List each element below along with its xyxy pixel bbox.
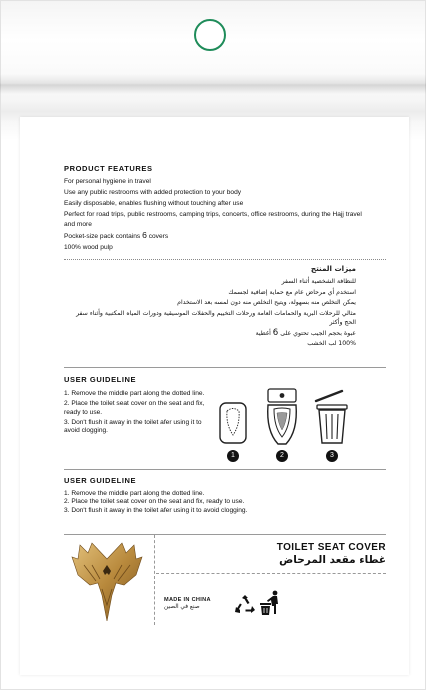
feature-item: Use any public restrooms with added protection to your body — [64, 188, 242, 196]
vertical-divider — [154, 535, 155, 625]
guideline-step: 1. Remove the middle part along the dotted line. — [64, 490, 205, 497]
product-features-arabic — [64, 264, 356, 350]
seat-cover-icon — [220, 403, 246, 443]
made-in-arabic: صنع في الصين — [164, 604, 200, 610]
feature-pack — [64, 231, 364, 242]
guideline-heading: USER GUIDELINE — [64, 375, 137, 384]
pack-unit: covers — [148, 232, 169, 240]
eagle-logo — [70, 535, 145, 625]
pack-count: 6 — [142, 229, 147, 240]
hang-hole — [194, 19, 226, 51]
step-number-2: 2 — [276, 450, 288, 462]
trash-bin-icon — [316, 391, 347, 443]
label-content — [64, 117, 386, 675]
feature-item-ar: يمكن التخلص منه بسهولة، ويتيح التخلص منه دون لمسه بعد الاستخدام — [177, 299, 356, 307]
usage-illustrations — [216, 387, 352, 467]
step-number-3: 3 — [326, 450, 338, 462]
guideline-heading: USER GUIDELINE — [64, 476, 137, 485]
dispose-in-bin-icon — [258, 590, 280, 616]
pack-count-ar: 6 — [272, 327, 279, 338]
features-heading-ar: ميزات المنتج — [310, 264, 356, 273]
title-arabic: غطاء مقعد المرحاض — [279, 554, 386, 566]
title-english: TOILET SEAT COVER — [276, 542, 386, 553]
feature-item-ar: استخدم أي مرحاض عام مع حماية إضافية لجسمك — [228, 288, 356, 296]
guideline-step: 2. Place the toilet seat cover on the seat and fix, ready to use. — [64, 400, 205, 416]
user-guideline-1 — [64, 375, 214, 437]
features-heading: PRODUCT FEATURES — [64, 164, 153, 173]
product-features — [64, 164, 364, 254]
feature-material: 100% wood pulp — [64, 243, 113, 251]
product-title — [277, 542, 386, 566]
made-in-english: MADE IN CHINA — [164, 597, 211, 603]
pack-text: Pocket-size pack contains — [64, 232, 141, 240]
pack-unit-ar: أغطية — [255, 329, 271, 337]
guideline-step: 3. Don't flush it away in the toilet afer using it to avoid clogging. — [64, 418, 202, 435]
guideline-step: 2. Place the toilet seat cover on the seat and fix, ready to use. — [64, 498, 245, 506]
title-divider — [156, 573, 386, 574]
feature-item-ar: للنظافة الشخصية أثناء السفر — [281, 278, 356, 285]
recycle-icon — [234, 594, 256, 616]
feature-pack-ar — [64, 329, 356, 338]
usage-icons-svg — [216, 387, 352, 449]
feature-item: Easily disposable, enables flushing without touching after use — [64, 199, 244, 207]
toilet-icon — [268, 389, 297, 444]
feature-item: For personal hygiene in travel — [64, 178, 151, 185]
step-number-1: 1 — [227, 450, 239, 462]
guideline-step: 1. Remove the middle part along the dotted line. — [64, 390, 205, 397]
feature-item: Perfect for road trips, public restrooms, camping trips, concerts, office restrooms, during the Hajj travel and more — [64, 210, 362, 228]
feature-item-ar: مثالي للرحلات البرية والحمامات العامة ورحلات التخييم والحفلات الموسيقية ودورات المياه المكتبية وأثناء سفر الحج وأكثر — [76, 309, 356, 327]
feature-material-ar: 100% لب الخشب — [307, 340, 356, 348]
origin-label — [164, 597, 211, 610]
heat-seal-strip — [0, 74, 426, 94]
section-divider — [64, 469, 386, 470]
guideline-step: 3. Don't flush it away in the toilet afer using it to avoid clogging. — [64, 506, 248, 514]
dotted-divider — [64, 259, 386, 260]
label-panel — [20, 117, 409, 675]
user-guideline-2 — [64, 476, 386, 515]
section-divider — [64, 367, 386, 368]
pack-text-ar: عبوة بحجم الجيب تحتوي على — [280, 329, 356, 337]
